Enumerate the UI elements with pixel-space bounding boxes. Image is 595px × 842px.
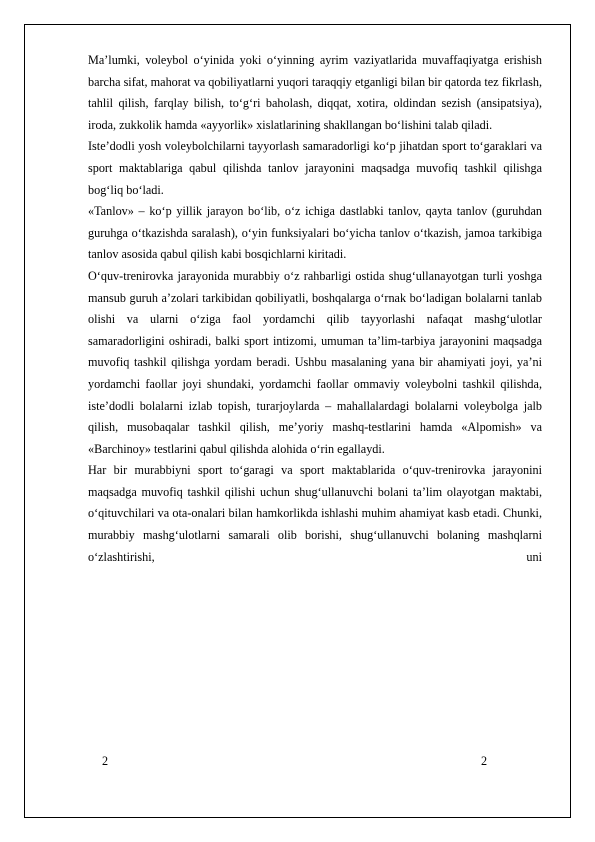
footer-page-number-right: 2 [481,754,488,768]
document-body [88,50,542,568]
footer-page-number-left: 2 [102,754,109,768]
paragraph-4: O‘quv-trenirovka jarayonida murabbiy o‘z rahbarligi ostida shug‘ullanayotgan turli yoshga mansub guruh a’zolari tarkibidan qobiliyatli, boshqalarga o‘rnak bo‘ladigan bolalarni tanlab olishi va ularni o‘ziga faol yordamchi qilib tayyorlashi nafaqat mashg‘ulotlar samaradorligini oshiradi, balki sport intizomi, umuman ta’lim-tarbiya jarayonini maqsadga muvofiq tashkil qilishga yordam beradi. Ushbu masalaning yana bir ahamiyati joyi, ya’ni yordamchi faollar joyi shundaki, yordamchi faollar ommaviy voleybolni tashkil qilishda, iste’dodli bolalarni izlab topish, turarjoylarda – mahallalardagi bolalarni voleybolga jalb qilish, musobaqalar tashkil qilish, me’yoriy mashq-testlarini hamda «Alpomish» va «Barchinoy» testlarini qabul qilishda alohida o‘rin egallaydi. [88,268,542,456]
paragraph-5: Har bir murabbiyni sport to‘garagi va sport maktablarida o‘quv-trenirovka jarayonini maqsadga muvofiq tashkil qilishi uchun shug‘ullanuvchi bolani ta’lim olayotgan maktabi, o‘qituvchilari va ota-onalari bilan hamkorlikda ishlashi muhim ahamiyat kasb etadi. Chunki, murabbiy mashg‘ulotlarni samarali olib borishi, shug‘ullanuvchi bolaning mashqlarni o‘zlashtirishi, uni [88,463,542,564]
paragraph-1: Ma’lumki, voleybol o‘yinida yoki o‘yinning ayrim vaziyatlarida muvaffaqiyatga erishish barcha sifat, mahorat va qobiliyatlarni yuqori taraqqiy etganligi bilan bir qatorda tez fikrlash, tahlil qilish, farqlay bilish, to‘g‘ri baholash, diqqat, xotira, oldindan sezish (ansipatsiya), iroda, zukkolik hamda «ayyorlik» xislatlarining shakllangan bo‘lishini talab qiladi. [88,53,542,132]
paragraph-3: «Tanlov» – ko‘p yillik jarayon bo‘lib, o‘z ichiga dastlabki tanlov, qayta tanlov (guruhdan guruhga o‘tkazishda saralash), o‘yin funksiyalari bo‘yicha tanlov o‘tkazish, jamoa tarkibiga tanlov asosida qabul qilish kabi bosqichlarni kiritadi. [88,204,542,262]
paragraph-2: Iste’dodli yosh voleybolchilarni tayyorlash samaradorligi ko‘p jihatdan sport to‘garaklari va sport maktablariga qabul qilishda tanlov jarayonini maqsadga muvofiq tashkil qilishga bog‘liq bo‘ladi. [88,139,542,197]
